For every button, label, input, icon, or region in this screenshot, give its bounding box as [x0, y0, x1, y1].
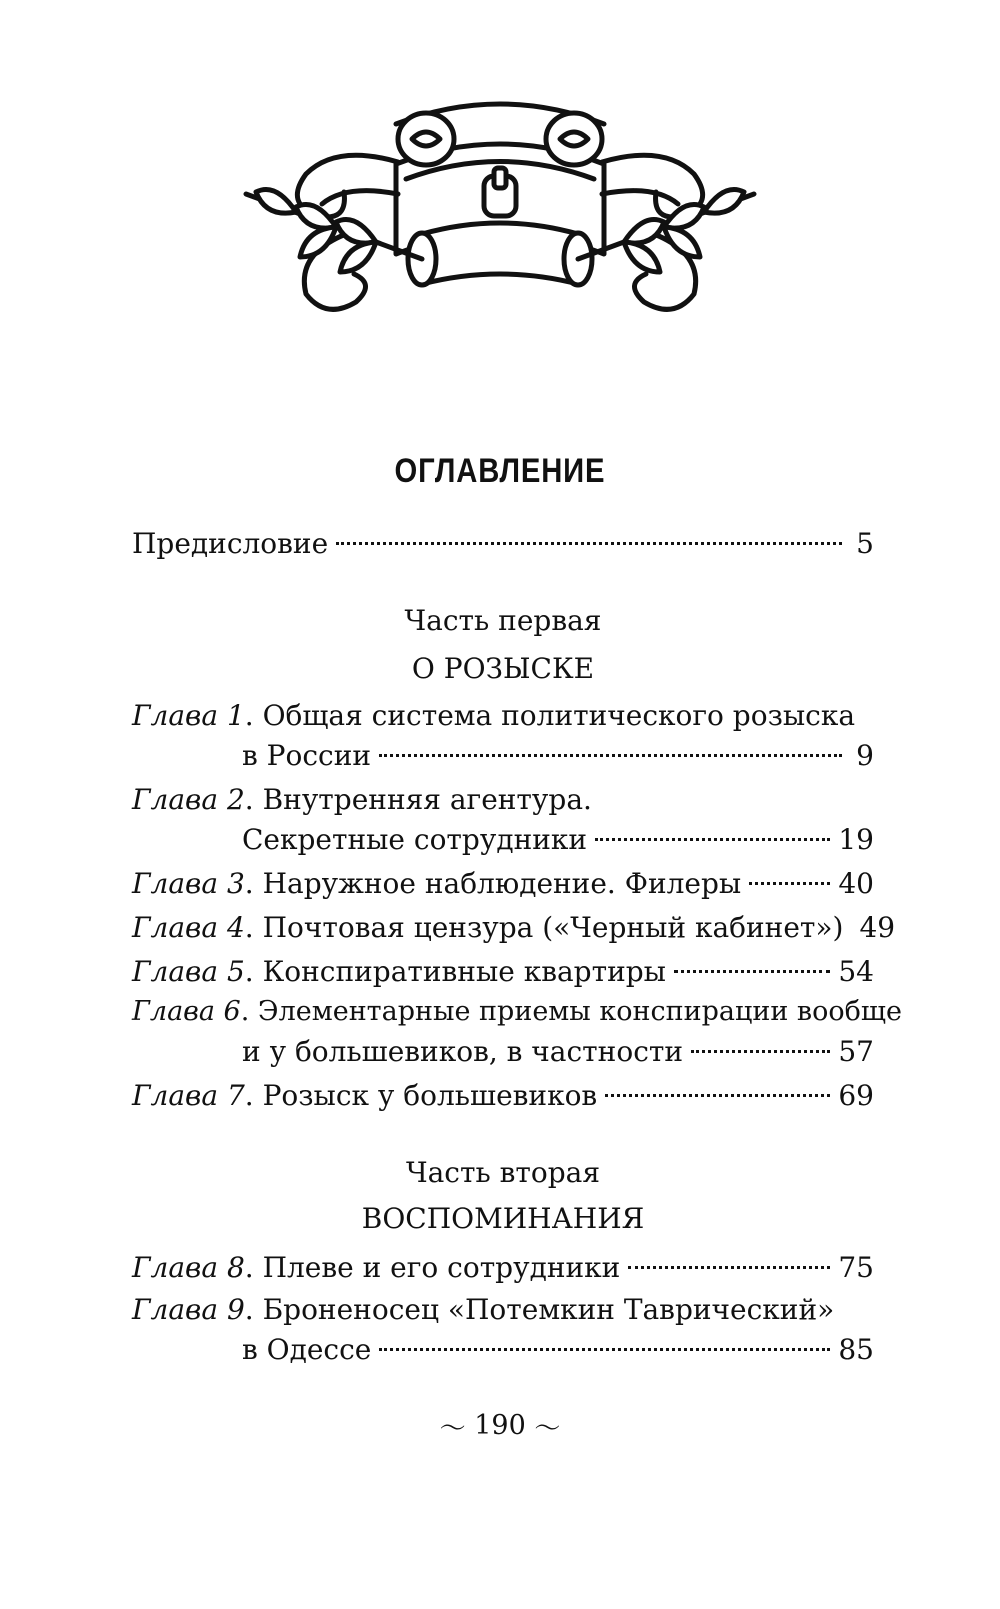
chapter-prefix: Глава 5 [132, 955, 245, 988]
page-number: 190 [474, 1410, 526, 1441]
toc-entry-chapter-4[interactable]: Глава 4. Почтовая цензура («Черный кабинет») 49 [132, 908, 874, 948]
toc-entry-chapter-8[interactable]: Глава 8. Плеве и его сотрудники 75 [132, 1248, 874, 1288]
chapter-title-line: Конспиративные квартиры [262, 955, 666, 988]
wave-ornament-icon: 〜 [439, 1414, 466, 1444]
chapter-title-line: Розыск у большевиков [262, 1079, 598, 1112]
toc-entry-chapter-7[interactable]: Глава 7. Розыск у большевиков 69 [132, 1076, 874, 1116]
leader-dots [605, 1094, 830, 1097]
leader-dots [379, 1348, 830, 1351]
chapter-prefix: Глава 9 [132, 1293, 245, 1326]
toc-entry-chapter-6[interactable]: Глава 6. Элементарные приемы конспирации вообще [132, 996, 902, 1027]
toc-entry-chapter-1[interactable]: Глава 1. Общая система политического розыска [132, 699, 856, 732]
chapter-prefix: Глава 6 [132, 996, 241, 1027]
toc-entry-chapter-3[interactable]: Глава 3. Наружное наблюдение. Филеры 40 [132, 864, 874, 904]
toc-entry-chapter-6-cont[interactable] [132, 1032, 874, 1072]
chapter-title-line: в Одессе [242, 1333, 372, 1366]
leader-dots [674, 970, 830, 973]
chapter-title-line: Наружное наблюдение. Филеры [262, 867, 742, 900]
chapter-title-line: и у большевиков, в частности [242, 1035, 684, 1068]
toc-page-number: 75 [838, 1251, 874, 1284]
page-footer [0, 1408, 1000, 1445]
chapter-title-line: Общая система политического розыска [262, 699, 856, 732]
chapter-title-line: Внутренняя агентура. [262, 783, 592, 816]
chapter-prefix: Глава 1 [132, 699, 245, 732]
chapter-title-line: Плеве и его сотрудники [262, 1251, 621, 1284]
toc-entry-preface[interactable] [132, 524, 874, 564]
toc-entry-chapter-9-cont[interactable] [132, 1330, 874, 1370]
leader-dots [691, 1050, 830, 1053]
toc-page-number: 5 [856, 527, 874, 560]
chapter-prefix: Глава 7 [132, 1079, 245, 1112]
toc-page-number: 9 [856, 739, 874, 772]
chapter-title-line: в России [242, 739, 372, 772]
toc-entry-chapter-1-cont[interactable] [132, 736, 874, 776]
toc-entry-chapter-2-cont[interactable] [132, 820, 874, 860]
part-title: О РОЗЫСКЕ [411, 652, 595, 685]
leader-dots [379, 754, 842, 757]
toc-page-number: 57 [838, 1035, 874, 1068]
chapter-title-line: Броненосец «Потемкин Таврический» [262, 1293, 835, 1326]
wave-ornament-icon: 〜 [534, 1414, 561, 1444]
leader-dots [336, 542, 842, 545]
toc-page-number: 40 [838, 867, 874, 900]
leader-dots [595, 838, 830, 841]
part-title: ВОСПОМИНАНИЯ [361, 1202, 645, 1235]
table-of-contents [132, 0, 902, 1400]
chapter-title-line: Секретные сотрудники [242, 823, 588, 856]
chapter-prefix: Глава 8 [132, 1251, 245, 1284]
toc-entry-label: Предисловие [132, 527, 329, 560]
toc-page-number: 19 [838, 823, 874, 856]
chapter-prefix: Глава 4 [132, 911, 245, 944]
part-name: Часть первая [404, 604, 602, 637]
toc-page-number: 85 [838, 1333, 874, 1366]
leader-dots [628, 1266, 830, 1269]
chapter-prefix: Глава 3 [132, 867, 245, 900]
leader-dots [749, 882, 830, 885]
chapter-title-line: Почтовая цензура («Черный кабинет») [262, 911, 844, 944]
toc-page-number: 49 [859, 911, 896, 944]
toc-page-number: 54 [838, 955, 874, 988]
toc-entry-chapter-2[interactable]: Глава 2. Внутренняя агентура. [132, 783, 592, 816]
toc-entry-chapter-9[interactable]: Глава 9. Броненосец «Потемкин Таврический» [132, 1293, 835, 1326]
part-name: Часть вторая [405, 1156, 601, 1189]
chapter-title-line: Элементарные приемы конспирации вообще [257, 996, 902, 1027]
toc-page-number: 69 [838, 1079, 874, 1112]
page-title: ОГЛАВЛЕНИЕ [394, 452, 606, 490]
toc-entry-chapter-5[interactable]: Глава 5. Конспиративные квартиры 54 [132, 952, 874, 992]
chapter-prefix: Глава 2 [132, 783, 245, 816]
